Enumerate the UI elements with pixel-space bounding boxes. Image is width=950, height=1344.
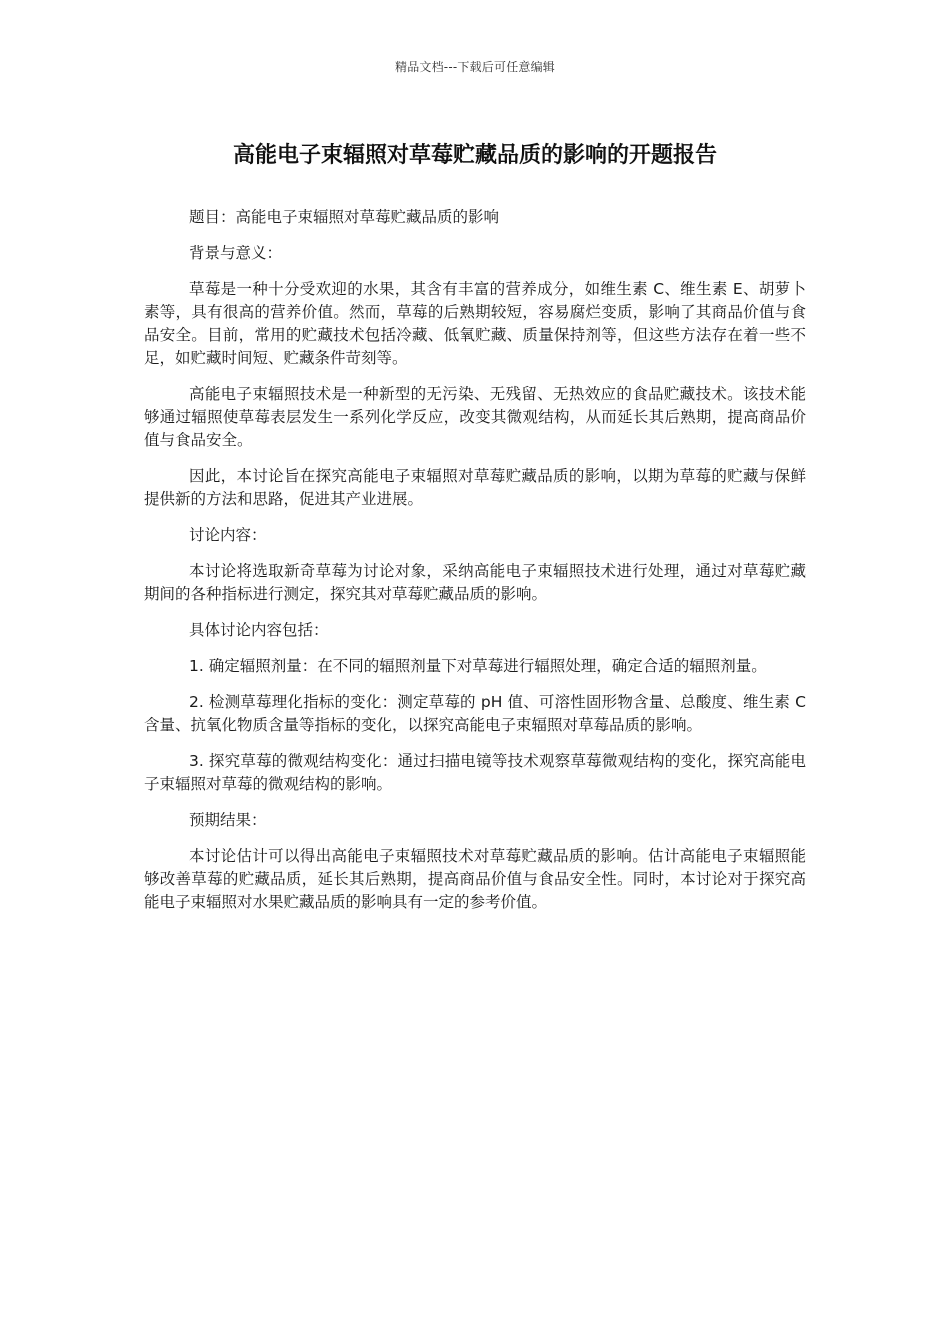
content-list-item-3: 3. 探究草莓的微观结构变化：通过扫描电镜等技术观察草莓微观结构的变化，探究高能电子束辐照对草莓的微观结构的影响。 bbox=[144, 752, 806, 793]
document-body bbox=[144, 206, 806, 927]
background-paragraph-3: 因此，本讨论旨在探究高能电子束辐照对草莓贮藏品质的影响，以期为草莓的贮藏与保鲜提供新的方法和思路，促进其产业进展。 bbox=[144, 467, 806, 508]
content-list-intro: 具体讨论内容包括： bbox=[189, 621, 329, 639]
content-paragraph: 本讨论将选取新奇草莓为讨论对象，采纳高能电子束辐照技术进行处理，通过对草莓贮藏期间的各种指标进行测定，探究其对草莓贮藏品质的影响。 bbox=[144, 562, 806, 603]
header-note: 精品文档---下载后可任意编辑 bbox=[395, 60, 555, 74]
content-list-item-1: 1. 确定辐照剂量：在不同的辐照剂量下对草莓进行辐照处理，确定合适的辐照剂量。 bbox=[189, 657, 767, 675]
background-paragraph-1: 草莓是一种十分受欢迎的水果，其含有丰富的营养成分，如维生素 C、维生素 E、胡萝卜素等，具有很高的营养价值。然而，草莓的后熟期较短，容易腐烂变质，影响了其商品价值与食品安全。目前，常用的贮藏技术包括冷藏、低氧贮藏、质量保持剂等，但这些方法存在着一些不足，如贮藏时间短、贮藏条件苛刻等。 bbox=[144, 280, 806, 367]
section-heading-expected-results: 预期结果： bbox=[189, 811, 267, 829]
section-heading-content: 讨论内容： bbox=[189, 526, 267, 544]
document-title: 高能电子束辐照对草莓贮藏品质的影响的开题报告 bbox=[232, 143, 717, 168]
section-heading-background: 背景与意义： bbox=[189, 244, 283, 262]
background-paragraph-2: 高能电子束辐照技术是一种新型的无污染、无残留、无热效应的食品贮藏技术。该技术能够通过辐照使草莓表层发生一系列化学反应，改变其微观结构，从而延长其后熟期，提高商品价值与食品安全。 bbox=[144, 385, 806, 449]
topic-line: 题目：高能电子束辐照对草莓贮藏品质的影响 bbox=[189, 208, 500, 226]
content-list-item-2: 2. 检测草莓理化指标的变化：测定草莓的 pH 值、可溶性固形物含量、总酸度、维生素 C 含量、抗氧化物质含量等指标的变化，以探究高能电子束辐照对草莓品质的影响。 bbox=[144, 693, 806, 734]
expected-results-paragraph: 本讨论估计可以得出高能电子束辐照技术对草莓贮藏品质的影响。估计高能电子束辐照能够改善草莓的贮藏品质，延长其后熟期，提高商品价值与食品安全性。同时，本讨论对于探究高能电子束辐照对水果贮藏品质的影响具有一定的参考价值。 bbox=[144, 847, 806, 911]
